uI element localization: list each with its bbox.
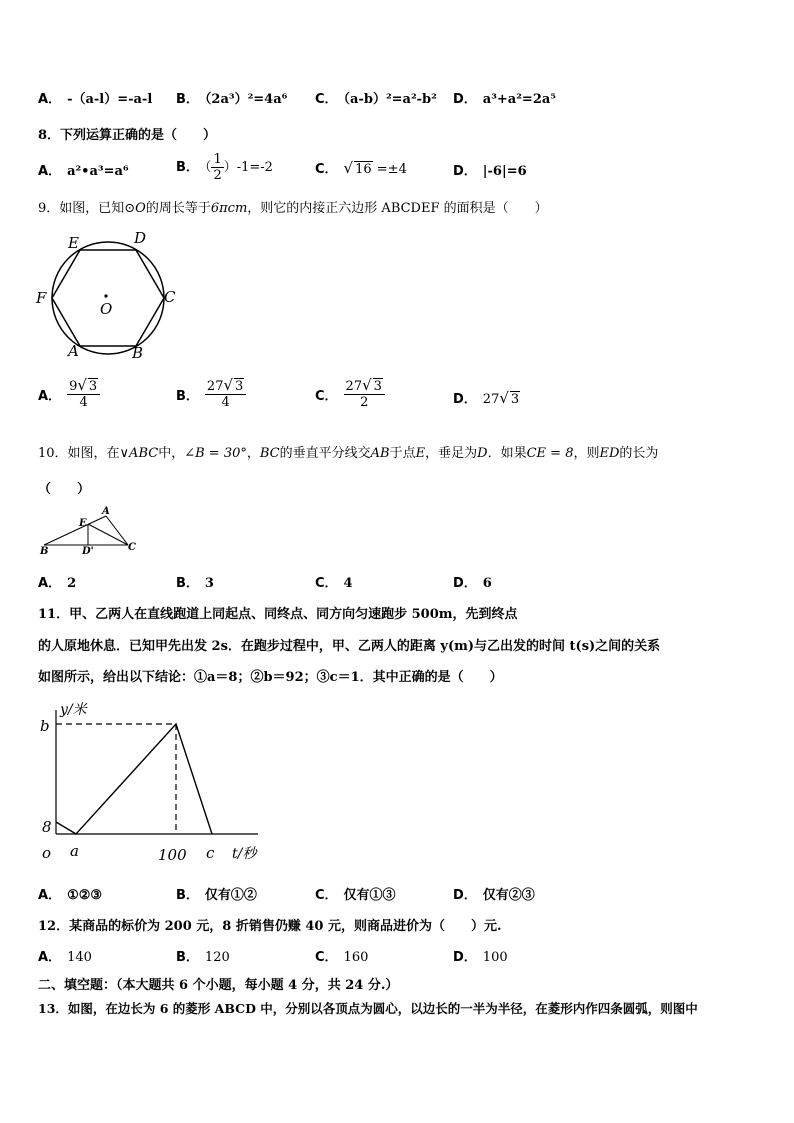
hundred-label: 100 [158,846,187,864]
q9-option-b: B． $\frac{27√ 3}{4}$ [176,378,246,410]
q13-stem: 13．如图，在边长为 6 的菱形 ABCD 中，分别以各顶点为圆心，以边长的一半为半径，在菱形内作四条圆弧，则图中 [38,1001,698,1016]
q7-option-d [453,88,556,107]
label-b: B [40,546,49,557]
center-point [104,294,107,297]
q9-option-d: D． 27√ 3 [453,389,520,407]
q8-option-d: D． |-6|=6 [453,164,527,179]
q7-option-c [315,88,437,107]
q12-option-b: B． 120 [176,950,230,965]
section-2-heading: 二、填空题：（本大题共 6 个小题，每小题 4 分，共 24 分.） [38,978,399,993]
q9-option-a: A． $\frac{9√ 3}{4}$ [38,378,100,410]
label-b: B [132,344,144,362]
q10-option-c: C． 4 [315,576,353,591]
c-label: c [206,844,215,862]
q12-option-a: A． 140 [38,950,92,965]
label-f: F [36,289,47,307]
origin-label: o [42,844,52,862]
b-label: b [40,717,50,735]
label-e: E [79,518,87,529]
option-label: C． [315,92,338,107]
q10-stem: 10．如图，在∨ABC中，∠B = 30°，BC的垂直平分线交AB于点E，垂足为D．如果CE = 8，则ED的长为 [38,446,659,461]
q10-option-b: B． 3 [176,576,214,591]
distance-line [56,724,212,834]
q11-line-1: 11．甲、乙两人在直线跑道上同起点、同终点、同方向匀速跑步 500m，先到终点 [38,607,518,622]
q10-option-d: D． 6 [453,576,492,591]
q7-options [38,88,598,112]
q12-option-d: D． 100 [453,950,508,965]
label-e: E [68,234,79,252]
q8-options [38,152,598,186]
option-text: （a-b）²=a²-b² [343,92,437,107]
q9-hexagon-figure [30,226,190,366]
q12-options [38,946,598,970]
q11-option-d: D． 仅有②③ [453,888,535,903]
q8-option-c: C． √ 16 =±4 [315,159,407,177]
q11-options [38,884,598,908]
fraction: $\frac{1}{2}$ [213,152,222,183]
q7-option-a [38,88,152,107]
option-text: -（a-l）=-a-l [67,92,153,107]
q11-option-c: C． 仅有①③ [315,888,396,903]
option-text: a³+a²=2a⁵ [482,92,556,107]
label-c: C [164,288,176,306]
hexagon [52,250,164,346]
q10-triangle-figure [36,502,146,558]
q8-option-b: B． （ $\frac{1}{2}$ ）-1=-2 [176,152,273,183]
q10-option-a: A． 2 [38,576,77,591]
q12-stem: 12．某商品的标价为 200 元，8 折销售仍赚 40 元，则商品进价为（ ）元. [38,919,502,934]
q7-option-b [176,88,287,107]
label-c: C [128,542,136,553]
sqrt-symbol: √ [343,159,354,177]
q11-line-3: 如图所示，给出以下结论：①a＝8；②b＝92；③c＝1．其中正确的是（ ） [38,670,503,685]
q11-option-b: B． 仅有①② [176,888,257,903]
q10-options [38,572,598,596]
q12-option-c: C． 160 [315,950,369,965]
label-d: D' [82,546,94,557]
option-label: D． [453,92,477,107]
label-d: D [134,229,147,247]
label-a: A [68,342,79,360]
y-label: y/米 [60,702,87,718]
q10-paren: （ ） [38,482,91,497]
q11-option-a: A． ①②③ [38,888,103,903]
label-a: A [102,506,110,517]
q11-line-2: 的人原地休息．已知甲先出发 2s．在跑步过程中，甲、乙两人的距离 y(m)与乙出发的时间 t(s)之间的关系 [38,639,661,654]
option-text: （2a³）²=4a⁶ [204,92,288,107]
q9-stem: 9．如图，已知⊙O的周长等于6πcm，则它的内接正六边形 ABCDEF 的面积是（ ） [38,201,548,216]
label-o: O [100,300,113,318]
eight-label: 8 [42,818,52,836]
option-label: B． [176,92,199,107]
q8-stem: 8．下列运算正确的是（ ） [38,128,217,143]
a-label: a [70,842,79,860]
q8-option-a: A． a²•a³=a⁶ [38,164,129,179]
option-label: A． [38,92,62,107]
q9-option-c: C． $\frac{27√ 3}{2}$ [315,378,385,410]
circle-o [52,242,164,354]
t-label: t/秒 [232,846,257,862]
q9-options [38,378,598,420]
q11-graph [36,696,276,868]
